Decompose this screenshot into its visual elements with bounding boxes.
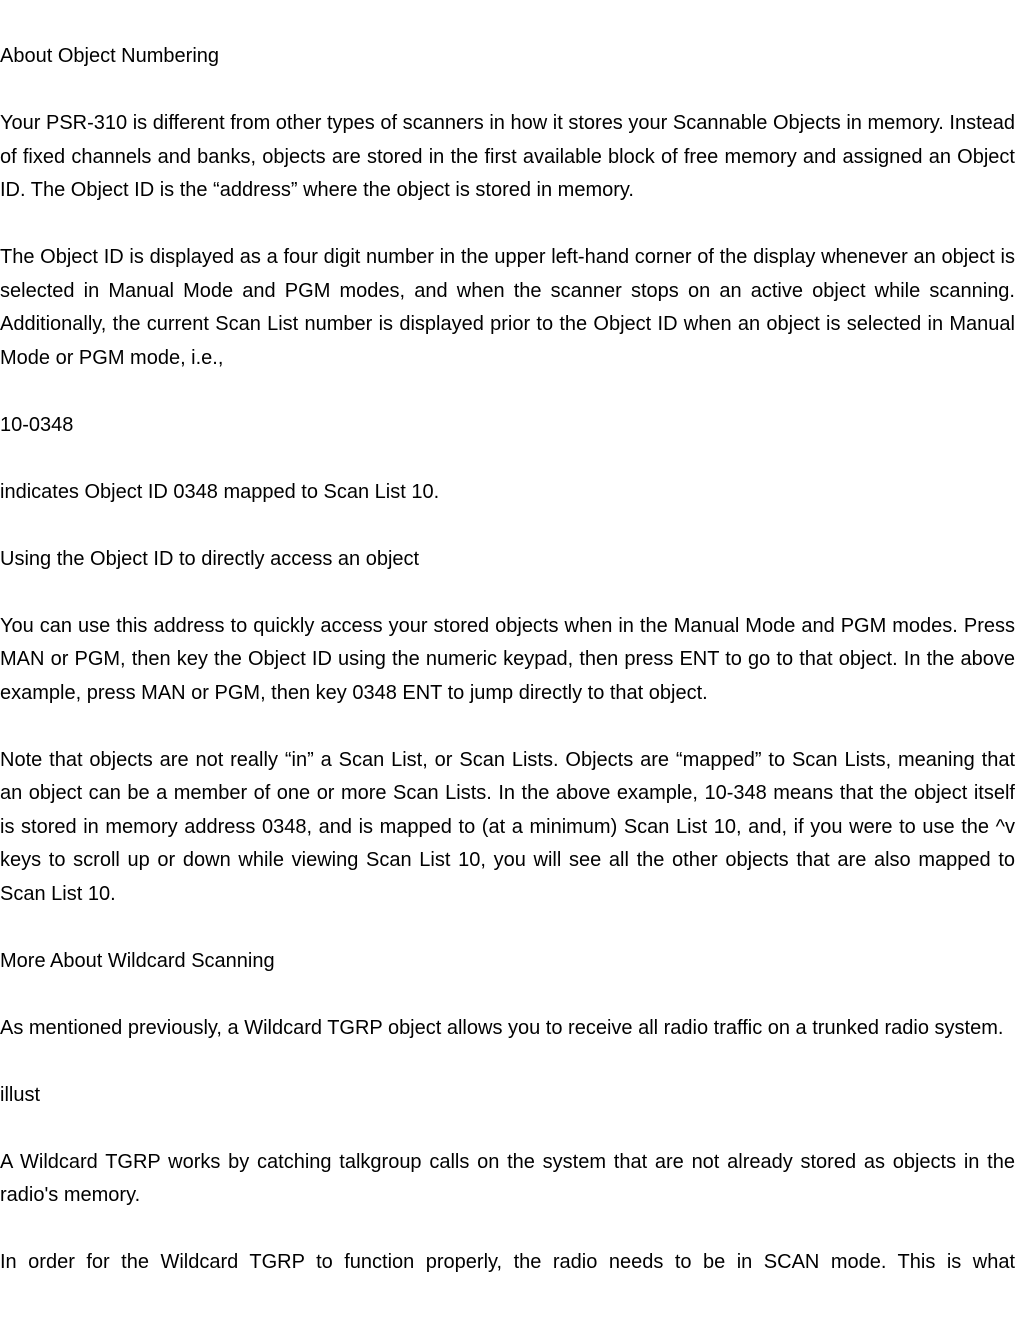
illustration-placeholder: illust — [0, 1083, 41, 1106]
paragraph: The Object ID is displayed as a four digit number in the upper left-hand corner of the display whenever an object is selected in Manual Mode and PGM modes, and when the scanner stops on an active object while scanning. Additionally, the current Scan List number is displayed prior to the Object ID when an object is selected in Manual Mode or PGM mode, i.e., — [0, 246, 1015, 369]
paragraph: Your PSR-310 is different from other types of scanners in how it stores your Scannable Objects in memory. Instead of fixed channels and banks, objects are stored in the first available block of free memory and assigned an Object ID. The Object ID is the “address” where the object is stored in memory. — [0, 112, 1015, 201]
text-fragment — [0, 0, 1015, 7]
section-heading-object-numbering: About Object Numbering — [0, 45, 220, 67]
paragraph: indicates Object ID 0348 mapped to Scan List 10. — [0, 480, 440, 503]
section-heading-direct-access: Using the Object ID to directly access an object — [0, 547, 420, 570]
paragraph: As mentioned previously, a Wildcard TGRP object allows you to receive all radio traffic on a trunked radio system. — [0, 1016, 1004, 1039]
paragraph: A Wildcard TGRP works by catching talkgroup calls on the system that are not already stored as objects in the radio's memory. — [0, 1150, 1015, 1206]
section-heading-wildcard-scanning: More About Wildcard Scanning — [0, 949, 275, 972]
paragraph: You can use this address to quickly access your stored objects when in the Manual Mode and PGM modes. Press MAN or PGM, then key the Object ID using the numeric keypad, then press ENT to go to that object. In the above example, press MAN or PGM, then key 0348 ENT to jump directly to that object. — [0, 614, 1015, 704]
paragraph-truncated: In order for the Wildcard TGRP to function properly, the radio needs to be in SCAN mode. This is what — [0, 1251, 1015, 1273]
example-object-id: 10-0348 — [0, 413, 74, 436]
paragraph: Note that objects are not really “in” a Scan List, or Scan Lists. Objects are “mapped” to Scan Lists, meaning that an object can be a member of one or more Scan Lists. In the above example, 10-348 means that the object itself is stored in memory address 0348, and is mapped to (at a minimum) Scan List 10, and, if you were to use the ^v keys to scroll up or down while viewing Scan List 10, you will see all the other objects that are also mapped to Scan List 10. — [0, 748, 1015, 905]
